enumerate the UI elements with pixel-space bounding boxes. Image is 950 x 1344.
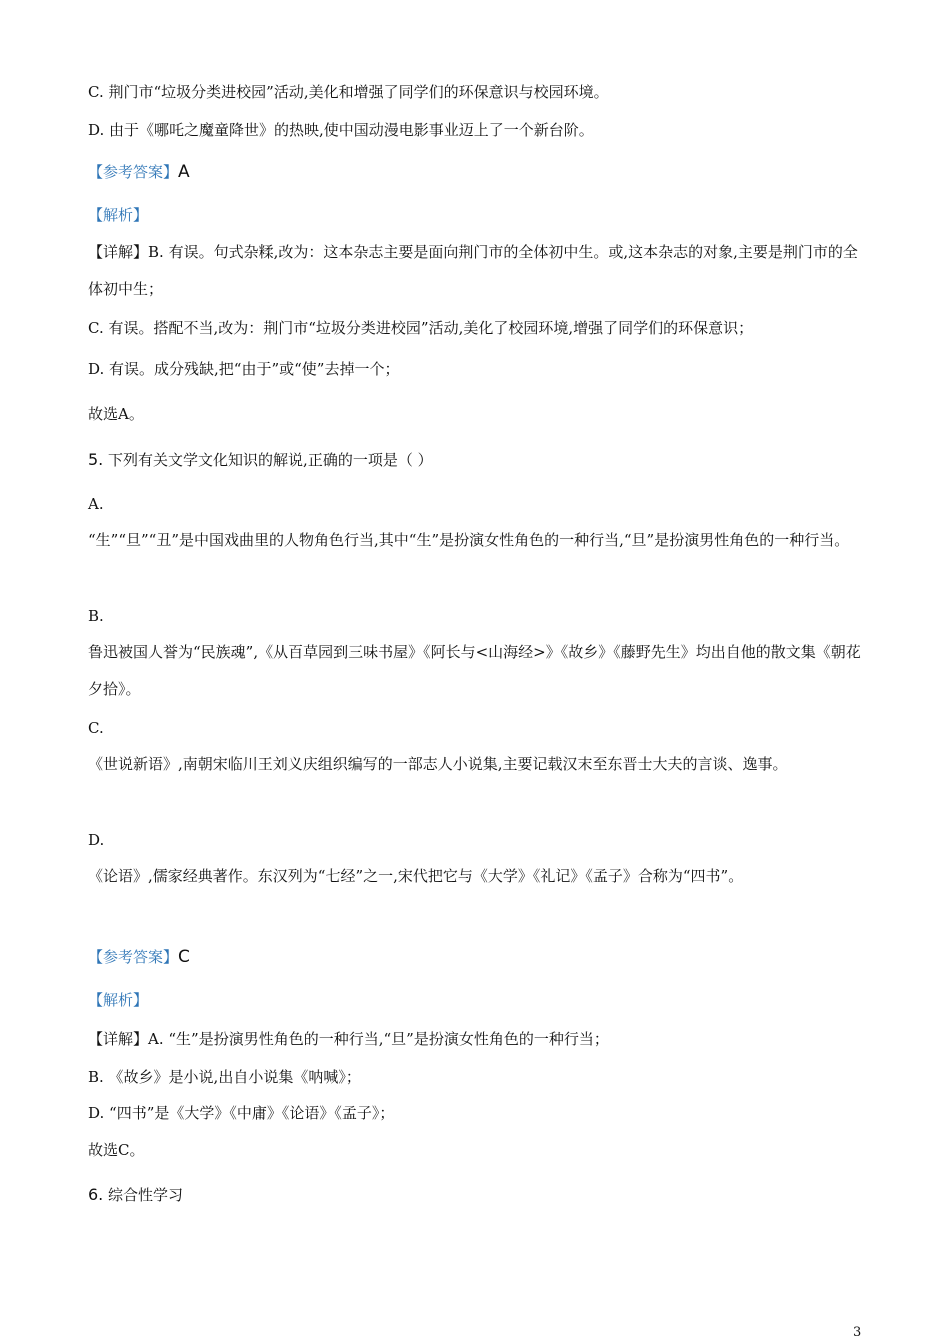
q5-option-a-label: A.: [88, 495, 104, 513]
question-number: 5.: [88, 450, 104, 469]
q5-option-c: 《世说新语》,南朝宋临川王刘义庆组织编写的一部志人小说集,主要记载汉末至东晋士大夫的言谈、逸事。: [88, 755, 788, 773]
answer-label: 【参考答案】: [88, 948, 179, 966]
detail-label: 【详解】: [88, 243, 149, 261]
q5-option-d-label: D.: [88, 831, 105, 849]
q5-detail-d: D. “四书”是《大学》《中庸》《论语》《孟子》；: [88, 1104, 395, 1122]
q5-stem: [88, 450, 868, 470]
detail-a-text: A. “生”是扮演男性角色的一种行当,“旦”是扮演女性角色的一种行当；: [148, 1030, 609, 1048]
q5-option-a: “生”“旦”“丑”是中国戏曲里的人物角色行当,其中“生”是扮演女性角色的一种行当,“旦”是扮演男性角色的一种行当。: [88, 531, 850, 549]
q5-conclusion: 故选C。: [88, 1141, 145, 1159]
q4-detail-c: C. 有误。搭配不当,改为：荆门市“垃圾分类进校园”活动,美化了校园环境,增强了同学们的环保意识；: [88, 319, 754, 337]
q4-answer: [88, 162, 868, 182]
q4-detail-b: [88, 234, 868, 308]
q5-analysis-label: 【解析】: [88, 991, 149, 1009]
q4-option-d: D. 由于《哪吒之魔童降世》的热映,使中国动漫电影事业迈上了一个新台阶。: [88, 121, 594, 139]
q5-detail-a: [88, 1029, 868, 1049]
q6-heading: [88, 1185, 868, 1205]
answer-value: A: [178, 162, 190, 182]
page-number: 3: [853, 1325, 862, 1340]
detail-b-text: B. 有误。句式杂糅,改为：这本杂志主要是面向荆门市的全体初中生。或,这本杂志的对象,主要是荆门市的全体初中生；: [88, 243, 858, 298]
answer-value: C: [178, 947, 190, 967]
q5-answer: [88, 947, 868, 967]
detail-label: 【详解】: [88, 1030, 149, 1048]
answer-label: 【参考答案】: [88, 163, 179, 181]
q4-option-c: C. 荆门市“垃圾分类进校园”活动,美化和增强了同学们的环保意识与校园环境。: [88, 83, 609, 101]
q4-analysis-label: 【解析】: [88, 206, 149, 224]
question-number: 6.: [88, 1185, 104, 1204]
q5-option-b-label: B.: [88, 607, 104, 625]
q5-option-d: 《论语》,儒家经典著作。东汉列为“七经”之一,宋代把它与《大学》《礼记》《孟子》合称为“四书”。: [88, 867, 744, 885]
q5-option-b: 鲁迅被国人誉为“民族魂”,《从百草园到三味书屋》《阿长与<山海经>》《故乡》《藤野先生》均出自他的散文集《朝花夕拾》。: [88, 643, 861, 698]
question-text: 下列有关文学文化知识的解说,正确的一项是（ ）: [108, 451, 433, 469]
q5-option-c-label: C.: [88, 719, 104, 737]
question-title: 综合性学习: [108, 1186, 184, 1204]
q4-conclusion: 故选A。: [88, 405, 144, 423]
q4-detail-d: D. 有误。成分残缺,把“由于”或“使”去掉一个；: [88, 360, 400, 378]
q5-detail-b: B. 《故乡》是小说,出自小说集《呐喊》；: [88, 1068, 361, 1086]
